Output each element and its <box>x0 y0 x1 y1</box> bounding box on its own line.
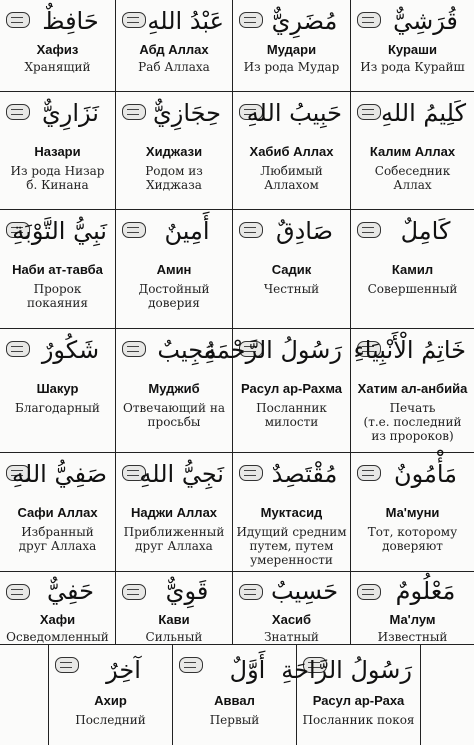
name-cell <box>281 645 421 745</box>
translation: Из рода Мудар <box>243 60 340 74</box>
arabic-name: مَأْمُونٌ <box>393 460 458 488</box>
name-cell <box>351 329 474 453</box>
salawat-seal-icon <box>357 12 381 28</box>
salawat-seal-icon <box>179 657 203 673</box>
translation: Посланник покоя <box>302 713 415 727</box>
arabic-name: مُضَرِيٌّ <box>271 7 338 35</box>
translation: Достойный доверия <box>138 282 210 310</box>
arabic-name: خَاتِمُ الْأَنْبِيَاءِ <box>353 336 466 364</box>
transliteration: Наджи Аллах <box>130 505 218 520</box>
name-cell <box>116 572 233 645</box>
name-cell <box>351 453 474 572</box>
salawat-seal-icon <box>357 222 381 238</box>
bottom-row <box>48 645 421 745</box>
name-cell <box>0 0 116 92</box>
arabic-name: كَامِلٌ <box>400 217 451 245</box>
name-cell <box>204 329 351 453</box>
transliteration: Сафи Аллах <box>17 505 98 520</box>
name-cell <box>351 92 474 210</box>
name-cell <box>116 453 233 572</box>
arabic-name: عَبْدُ اللهِ <box>147 7 224 35</box>
transliteration: Хатим ал-анбийа <box>357 381 468 396</box>
translation: Приближенный друг Аллаха <box>123 525 225 553</box>
transliteration: Назари <box>34 144 81 159</box>
salawat-seal-icon <box>239 465 263 481</box>
arabic-name: نَزَارِيٌّ <box>42 99 99 127</box>
name-cell <box>233 210 351 329</box>
salawat-seal-icon <box>122 584 146 600</box>
arabic-name: قَوِيٌّ <box>165 577 209 605</box>
arabic-name: رَسُولُ الرَّاحَةِ <box>281 656 412 684</box>
transliteration: Кави <box>158 612 190 627</box>
translation: Честный <box>263 282 320 296</box>
name-cell <box>233 92 351 210</box>
name-cell <box>233 572 351 645</box>
name-cell <box>116 0 233 92</box>
transliteration: Мудари <box>266 42 317 57</box>
name-cell <box>233 0 351 92</box>
name-cell <box>0 453 116 572</box>
salawat-seal-icon <box>357 584 381 600</box>
translation: Сильный <box>145 630 203 644</box>
salawat-seal-icon <box>6 584 30 600</box>
arabic-name: نَبِيُّ التَّوْبَةِ <box>12 217 107 245</box>
salawat-seal-icon <box>122 222 146 238</box>
transliteration: Шакур <box>36 381 79 396</box>
transliteration: Муджиб <box>148 381 200 396</box>
arabic-name: حَفِيٌّ <box>47 577 94 605</box>
transliteration: Ма'муни <box>385 505 440 520</box>
arabic-name: مَعْلُومٌ <box>395 577 456 605</box>
name-cell <box>351 572 474 645</box>
salawat-seal-icon <box>239 12 263 28</box>
arabic-name: صَفِيُّ اللهِ <box>12 460 107 488</box>
arabic-name: كَلِيمُ اللهِ <box>380 99 466 127</box>
transliteration: Ахир <box>94 693 127 708</box>
arabic-name: مُقْتَصِدٌ <box>271 460 338 488</box>
arabic-name: نَجِيُّ اللهِ <box>139 460 224 488</box>
name-cell <box>0 92 116 210</box>
salawat-seal-icon <box>6 104 30 120</box>
transliteration: Кураши <box>388 42 437 57</box>
translation: Собеседник Аллах <box>374 164 451 192</box>
salawat-seal-icon <box>6 12 30 28</box>
transliteration: Амин <box>156 262 192 277</box>
salawat-seal-icon <box>122 341 146 357</box>
salawat-seal-icon <box>357 465 381 481</box>
transliteration: Хасиб <box>271 612 312 627</box>
arabic-name: آخِرٌ <box>106 656 141 684</box>
salawat-seal-icon <box>239 222 263 238</box>
arabic-name: حَسِيبٌ <box>270 577 339 605</box>
translation: Из рода Курайш <box>360 60 465 74</box>
transliteration: Абд Аллах <box>139 42 209 57</box>
transliteration: Аввал <box>214 693 255 708</box>
translation: Осведомленный <box>6 630 109 644</box>
name-cell <box>0 210 116 329</box>
transliteration: Хабиб Аллах <box>249 144 334 159</box>
translation: Благодарный <box>15 401 100 415</box>
transliteration: Расул ар-Раха <box>312 693 405 708</box>
transliteration: Расул ар-Рахма <box>240 381 343 396</box>
arabic-name: حَافِظٌ <box>42 7 99 35</box>
translation: Раб Аллаха <box>138 60 210 74</box>
name-cell <box>0 572 116 645</box>
transliteration: Наби ат-тавба <box>12 262 103 277</box>
transliteration: Калим Аллах <box>369 144 456 159</box>
name-cell <box>116 210 233 329</box>
translation: Любимый Аллахом <box>260 164 323 192</box>
transliteration: Камил <box>391 262 434 277</box>
translation: Последний <box>75 713 146 727</box>
arabic-name: رَسُولُ الرَّحْمَةِ <box>204 336 342 364</box>
arabic-name: أَمِينٌ <box>164 217 210 245</box>
arabic-name: مُجِيبٌ <box>157 336 217 364</box>
translation: Знатный <box>264 630 319 644</box>
name-cell <box>116 92 233 210</box>
transliteration: Хафиз <box>36 42 79 57</box>
transliteration: Ма'лум <box>389 612 436 627</box>
name-cell <box>49 645 173 745</box>
salawat-seal-icon <box>122 104 146 120</box>
translation: Совершенный <box>367 282 458 296</box>
name-cell <box>0 329 116 453</box>
salawat-seal-icon <box>122 12 146 28</box>
arabic-name: صَادِقٌ <box>276 217 333 245</box>
name-cell <box>233 453 351 572</box>
translation: Печать (т.е. последний из пророков) <box>363 401 462 443</box>
translation: Идущий средним путем, путем умеренности <box>236 525 347 567</box>
name-cell <box>173 645 297 745</box>
translation: Отвечающий на просьбы <box>123 401 225 429</box>
arabic-name: أَوَّلٌ <box>229 656 266 684</box>
salawat-seal-icon <box>55 657 79 673</box>
translation: Пророк покаяния <box>26 282 88 310</box>
translation: Первый <box>209 713 260 727</box>
arabic-name: حَبِيبُ اللهِ <box>246 99 342 127</box>
translation: Посланник милости <box>256 401 327 429</box>
translation: Из рода Низар б. Кинана <box>10 164 105 192</box>
name-cell <box>351 0 474 92</box>
transliteration: Хафи <box>39 612 76 627</box>
salawat-seal-icon <box>239 584 263 600</box>
translation: Хранящий <box>24 60 91 74</box>
arabic-name: شَكُورٌ <box>41 336 100 364</box>
name-cell <box>351 210 474 329</box>
translation: Избранный друг Аллаха <box>18 525 97 553</box>
transliteration: Муктасид <box>260 505 323 520</box>
salawat-seal-icon <box>357 104 381 120</box>
transliteration: Садик <box>271 262 312 277</box>
translation: Родом из Хиджаза <box>145 164 203 192</box>
translation: Известный <box>377 630 448 644</box>
arabic-name: قُرَشِيٌّ <box>393 7 458 35</box>
translation: Тот, которому доверяют <box>367 525 458 553</box>
salawat-seal-icon <box>6 341 30 357</box>
arabic-name: حِجَازِيٌّ <box>152 99 221 127</box>
transliteration: Хиджази <box>145 144 203 159</box>
